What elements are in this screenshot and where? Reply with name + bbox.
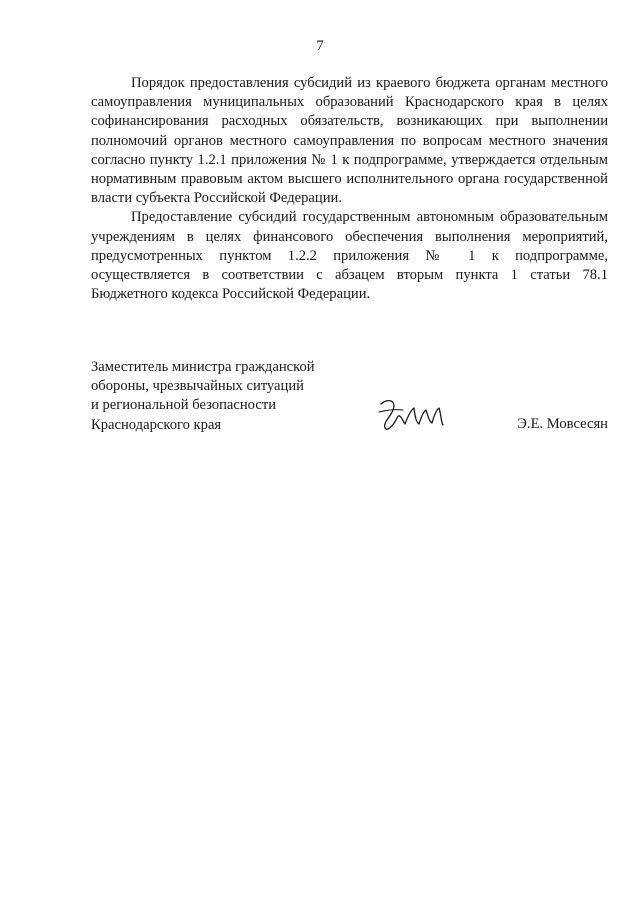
page-number: 7 [316, 38, 324, 54]
signer-title-line: и региональной безопасности [91, 397, 277, 414]
handwritten-signature [375, 394, 455, 434]
signature-block [91, 358, 608, 438]
signer-name: Э.Е. Мовсесян [517, 416, 608, 432]
paragraph-subsidies-municipal: Порядок предоставления субсидий из краевого бюджета органам местного самоуправления муниципальных образований Краснодарского края в целях софинансирования расходных обязательств, возникающих при выполнении полномочий органов местного самоуправления по вопросам местного значения согласно пункту 1.2.1 приложения № 1 к подпрограмме, утверждается отдельным нормативным правовым актом высшего исполнительного органа государственной власти субъекта Российской Федерации. [91, 75, 608, 207]
signer-title-line: Заместитель министра гражданской [91, 359, 315, 375]
paragraph-subsidies-autonomous: Предоставление субсидий государственным автономным образовательным учреждениям в целях финансового обеспечения выполнения мероприятий, предусмотренных пунктом 1.2.2 приложения № 1 к подпрограмме, осуществляется в соответствии с абзацем вторым пункта 1 статьи 78.1 Бюджетного кодекса Российской Федерации. [91, 209, 608, 303]
signer-title-line: обороны, чрезвычайных ситуаций [91, 378, 304, 395]
signer-title [91, 358, 315, 435]
signer-title-line: Краснодарского края [91, 416, 222, 433]
document-body [91, 74, 608, 304]
